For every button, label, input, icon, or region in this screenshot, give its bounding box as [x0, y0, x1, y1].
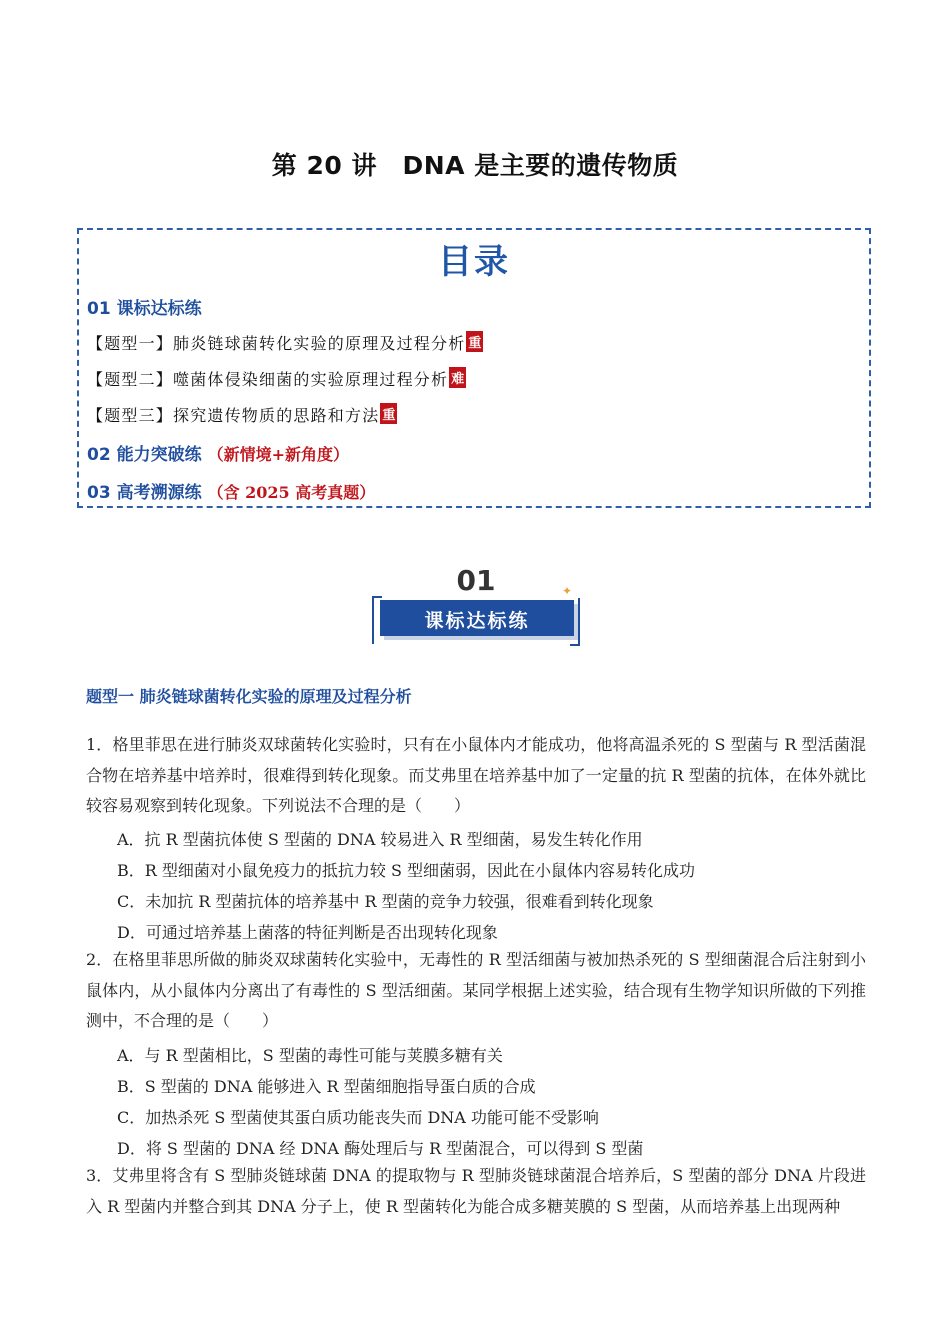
question-1-option-a[interactable]: A．抗 R 型菌抗体使 S 型菌的 DNA 较易进入 R 型细菌，易发生转化作用	[117, 830, 643, 849]
toc-item-label: 【题型二】噬菌体侵染细菌的实验原理过程分析	[87, 370, 449, 389]
important-tag: 重	[466, 331, 483, 352]
section-badge	[370, 564, 582, 646]
question-1-option-b[interactable]: B．R 型细菌对小鼠免疫力的抵抗力较 S 型细菌弱，因此在小鼠体内容易转化成功	[117, 861, 696, 880]
question-type-heading: 题型一 肺炎链球菌转化实验的原理及过程分析	[86, 687, 412, 706]
toc-item-type-2[interactable]	[87, 367, 466, 390]
question-2-option-b[interactable]: B．S 型菌的 DNA 能够进入 R 型菌细胞指导蛋白质的合成	[117, 1077, 536, 1096]
toc-item-label: 【题型三】探究遗传物质的思路和方法	[87, 406, 380, 425]
question-2-stem: 2．在格里菲思所做的肺炎双球菌转化实验中，无毒性的 R 型活细菌与被加热杀死的 S 型细菌混合后注射到小鼠体内，从小鼠体内分离出了有毒性的 S 型活细菌。某同学根据上述实验，结合现有生物学知识所做的下列推测中，不合理的是（ ）	[86, 950, 866, 1030]
question-2-option-d[interactable]: D．将 S 型菌的 DNA 经 DNA 酶处理后与 R 型菌混合，可以得到 S 型菌	[117, 1139, 644, 1158]
toc-section-03[interactable]	[87, 478, 375, 503]
toc-section-note: （新情境+新角度）	[207, 445, 349, 464]
sparkle-icon: ✦	[562, 584, 573, 598]
toc-heading: 目录	[438, 242, 510, 282]
question-1-stem: 1．格里菲思在进行肺炎双球菌转化实验时，只有在小鼠体内才能成功，他将高温杀死的 S 型菌与 R 型活菌混合物在培养基中培养时，很难得到转化现象。而艾弗里在培养基中加了一定量的抗 R 型菌的抗体，在体外就比较容易观察到转化现象。下列说法不合理的是（ ）	[86, 735, 866, 815]
toc-section-label: 01 课标达标练	[87, 299, 202, 319]
toc-section-label: 03 高考溯源练	[87, 483, 202, 503]
question-2-option-a[interactable]: A．与 R 型菌相比，S 型菌的毒性可能与荚膜多糖有关	[117, 1046, 503, 1065]
important-tag: 重	[380, 403, 397, 424]
question-3-stem: 3．艾弗里将含有 S 型肺炎链球菌 DNA 的提取物与 R 型肺炎链球菌混合培养后，S 型菌的部分 DNA 片段进入 R 型菌内并整合到其 DNA 分子上，使 R 型菌转化为能合成多糖荚膜的 S 型菌，从而培养基上出现两种	[86, 1166, 866, 1216]
toc-item-type-1[interactable]	[87, 331, 483, 354]
toc-item-type-3[interactable]	[87, 403, 397, 426]
toc-section-note: （含 2025 高考真题）	[207, 483, 376, 502]
table-of-contents	[77, 228, 871, 508]
section-label: 课标达标练	[424, 610, 530, 632]
toc-section-label: 02 能力突破练	[87, 445, 202, 465]
question-1-option-c[interactable]: C．未加抗 R 型菌抗体的培养基中 R 型菌的竞争力较强，很难看到转化现象	[117, 892, 654, 911]
difficult-tag: 难	[449, 367, 466, 388]
section-number: 01	[456, 564, 496, 597]
toc-item-label: 【题型一】肺炎链球菌转化实验的原理及过程分析	[87, 334, 466, 353]
page-title: 第 20 讲 DNA 是主要的遗传物质	[271, 151, 679, 180]
toc-section-02[interactable]	[87, 440, 349, 465]
question-2-option-c[interactable]: C．加热杀死 S 型菌使其蛋白质功能丧失而 DNA 功能可能不受影响	[117, 1108, 599, 1127]
toc-section-01[interactable]	[87, 294, 202, 319]
question-1-option-d[interactable]: D．可通过培养基上菌落的特征判断是否出现转化现象	[117, 923, 498, 942]
